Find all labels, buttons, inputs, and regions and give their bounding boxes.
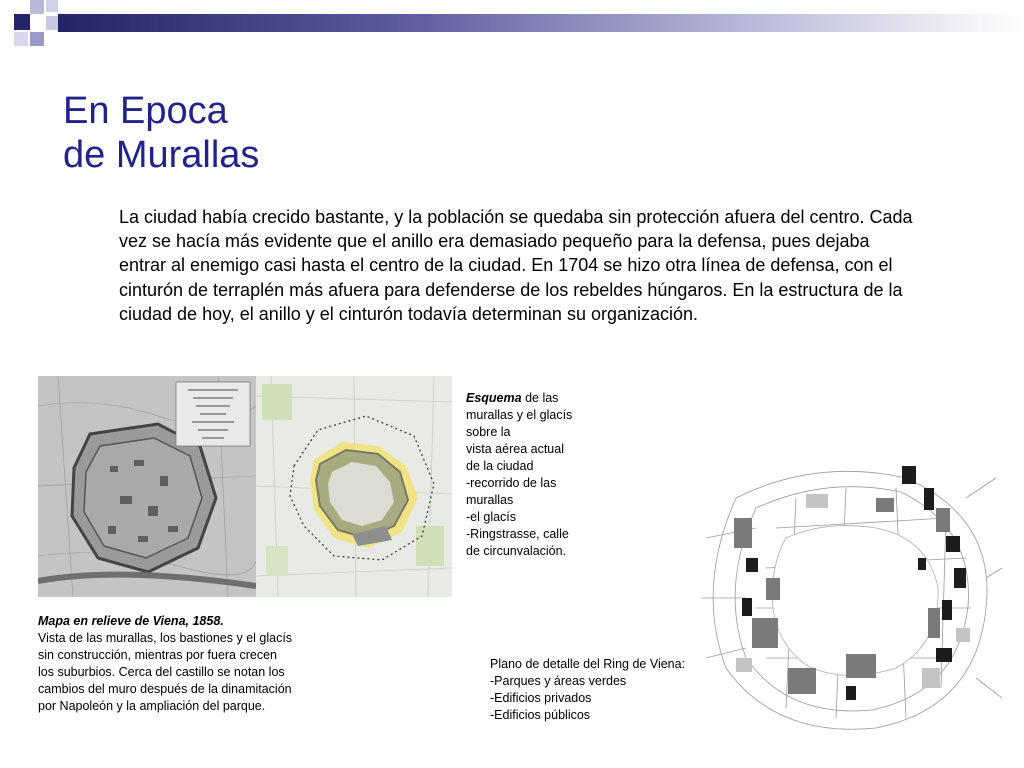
relief-map-caption-line: cambios del muro después de la dinamitación (38, 682, 292, 696)
ring-plan-image (696, 458, 1002, 740)
scheme-caption (466, 390, 626, 560)
relief-map-caption-title: Mapa en relieve de Viena, 1858. (38, 614, 224, 628)
ring-plan-caption (490, 656, 720, 724)
scheme-caption-emphasis: Esquema (466, 391, 522, 405)
scheme-caption-first-line (466, 390, 626, 407)
ring-plan-caption-line: Plano de detalle del Ring de Viena: (490, 657, 686, 671)
title-bar-gradient (58, 14, 1024, 32)
scheme-aerial-image (256, 376, 452, 597)
relief-map-caption-line: los suburbios. Cerca del castillo se notan los (38, 665, 285, 679)
title-line-1: En Epoca (63, 90, 228, 132)
scheme-caption-line: de circunvalación. (466, 544, 567, 558)
relief-map-caption-line: por Napoleón y la ampliación del parque. (38, 699, 266, 713)
relief-map-caption-line: sin construcción, mientras por fuera crecen (38, 648, 277, 662)
relief-map-image (38, 376, 256, 597)
relief-map-caption-line: Vista de las murallas, los bastiones y el glacís (38, 631, 293, 645)
ring-plan-caption-line: -Parques y áreas verdes (490, 674, 627, 688)
scheme-caption-line: -Ringstrasse, calle (466, 527, 569, 541)
scheme-caption-line: -el glacís (466, 510, 517, 524)
scheme-caption-line: murallas (466, 493, 514, 507)
scheme-caption-first-rest: de las (521, 391, 559, 405)
scheme-caption-line: de la ciudad (466, 459, 534, 473)
body-paragraph: La ciudad había crecido bastante, y la población se quedaba sin protección afuera del centro. Cada vez se hacía más evidente que el anillo era demasiado pequeño para la defensa, pues dejaba entrar al enemigo casi hasta el centro de la ciudad. En 1704 se hizo otra línea de defensa, con el cinturón de terraplén más afuera para defenderse de los rebeldes húngaros. En la estructura de la ciudad de hoy, el anillo y el cinturón todavía determinan su organización. (119, 207, 913, 324)
slide-title (63, 88, 259, 178)
title-line-2: de Murallas (63, 134, 260, 176)
scheme-caption-line: -recorrido de las (466, 476, 557, 490)
scheme-caption-line: murallas y el glacís (466, 408, 573, 422)
scheme-caption-line: vista aérea actual (466, 442, 564, 456)
ring-plan-caption-line: -Edificios públicos (490, 708, 591, 722)
relief-map-caption (38, 613, 358, 715)
ring-plan-caption-line: -Edificios privados (490, 691, 592, 705)
scheme-caption-line: sobre la (466, 425, 511, 439)
